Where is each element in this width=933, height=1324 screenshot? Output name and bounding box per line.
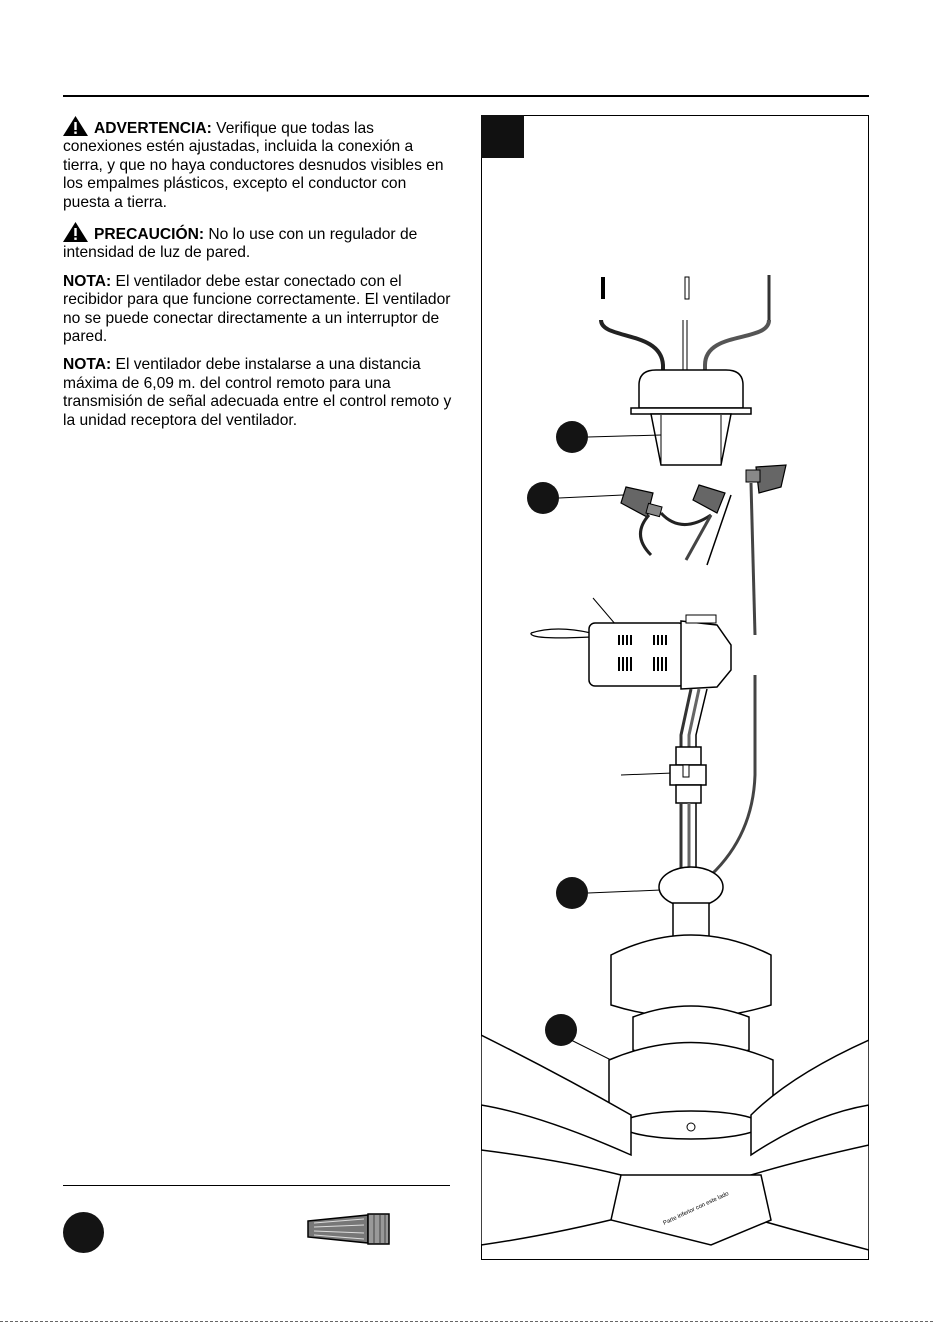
note-paragraph-1 (63, 273, 455, 347)
header-rule (63, 95, 869, 97)
note-keyword: NOTA: (63, 272, 112, 290)
part-callout-circle (63, 1212, 104, 1253)
blade-label: Parte inferior con este lado (662, 1191, 730, 1227)
step-number-box (481, 115, 524, 158)
wire-connector-icon (306, 1213, 391, 1245)
warning-text: Verifique que todas las conexiones estén ajustadas, incluida la conexión a tierra, y que no haya conductores desnudos visibles en los empalmes plásticos, excepto el conductor con puesta a tierra. (63, 120, 444, 211)
page-edge-dash (0, 1321, 933, 1322)
motor-housing (609, 935, 773, 1139)
instruction-text (63, 116, 455, 440)
warning-triangle-icon (63, 222, 88, 242)
caution-paragraph (63, 222, 455, 263)
note-keyword: NOTA: (63, 356, 112, 374)
note-paragraph-2 (63, 356, 455, 430)
note-text: El ventilador debe estar conectado con el recibidor para que funcione correctamente. El ventilador no se puede conectar directamente a un interruptor de pared. (63, 272, 451, 346)
caution-text: No lo use con un regulador de intensidad de luz de pared. (63, 226, 418, 262)
note-text: El ventilador debe instalarse a una distancia máxima de 6,09 m. del control remoto para una transmisión de señal adecuada entre el control remoto y la unidad receptora del ventilador. (63, 356, 452, 429)
parts-rule (63, 1185, 450, 1186)
warning-keyword: ADVERTENCIA: (94, 120, 212, 137)
plug-connector (670, 747, 706, 803)
warning-paragraph (63, 116, 455, 212)
caution-keyword: PRECAUCIÓN: (94, 226, 205, 244)
warning-triangle-icon (63, 116, 88, 136)
fan-wiring-diagram (481, 115, 869, 1260)
